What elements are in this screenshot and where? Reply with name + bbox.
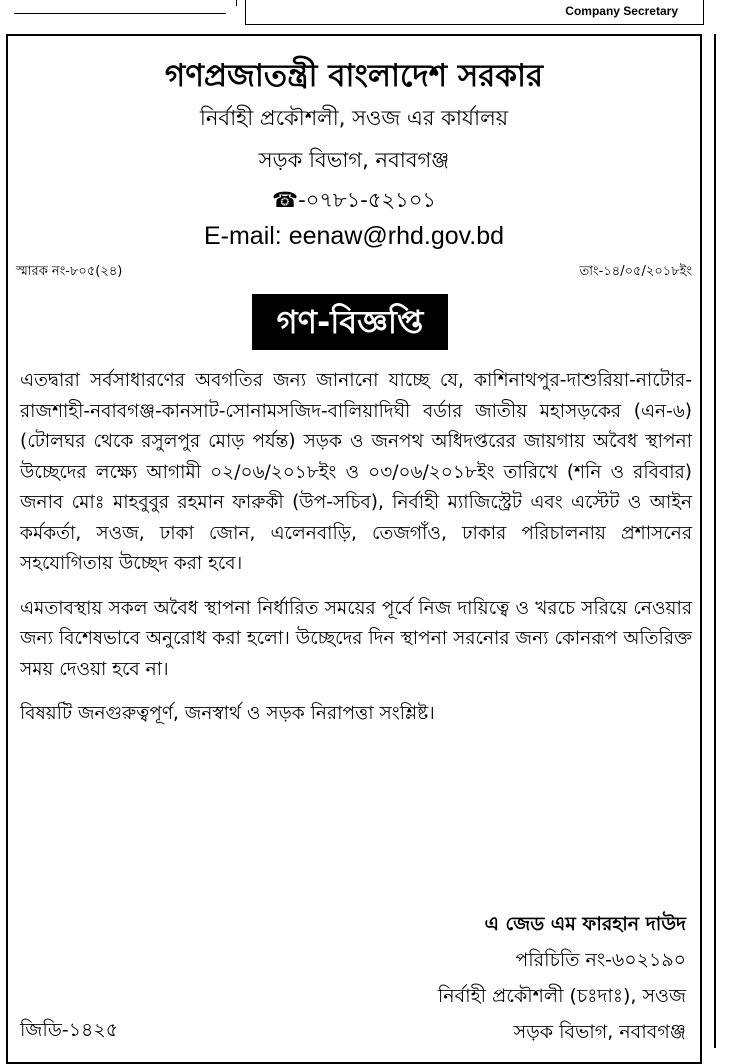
- public-notice: [6, 34, 702, 1064]
- company-secretary-label: Company Secretary: [565, 4, 678, 18]
- top-strip: [0, 0, 730, 28]
- notice-title: গণপ্রজাতন্ত্রী বাংলাদেশ সরকার: [164, 58, 544, 94]
- gd-number: জিডি-১৪২৫: [20, 1019, 119, 1041]
- office-name: নির্বাহী প্রকৌশলী, সওজ এর কার্যালয়: [199, 106, 509, 130]
- email-address: E-mail: eenaw@rhd.gov.bd: [203, 222, 505, 250]
- signatory-id: পরিচিতি নং-৬০২১৯০: [515, 949, 686, 971]
- notice-body: [20, 366, 692, 744]
- signatory-designation: নির্বাহী প্রকৌশলী (চঃদাঃ), সওজ: [437, 985, 686, 1007]
- signatory-name: এ জেড এম ফারহান দাউদ: [484, 913, 686, 935]
- notice-heading: গণ-বিজ্ঞপ্তি: [252, 294, 448, 350]
- division-name: সড়ক বিভাগ, নবাবগঞ্জ: [258, 148, 450, 172]
- column-divider: [714, 34, 716, 1048]
- phone-number: ☎-০৭৮১-৫২১০১: [271, 188, 437, 212]
- memo-number: স্মারক নং-৮০৫(২৪): [16, 264, 123, 279]
- signature-block: [438, 906, 686, 1050]
- top-tick: [236, 0, 237, 6]
- top-divider: [14, 13, 226, 14]
- paragraph: বিষয়টি জনগুরুত্বপূর্ণ, জনস্বার্থ ও সড়ক নিরাপত্তা সংশ্লিষ্ট।: [20, 703, 435, 724]
- signatory-division: সড়ক বিভাগ, নবাবগঞ্জ: [513, 1021, 686, 1043]
- paragraph: এমতাবস্থায় সকল অবৈধ স্থাপনা নির্ধারিত সময়ের পূর্বে নিজ দায়িত্বে ও খরচে সরিয়ে নেওয়ার জন্য বিশেষভাবে অনুরোধ করা হলো। উচ্ছেদের দিন স্থাপনা সরনোর জন্য কোনরূপ অতিরিক্ত সময় দেওয়া হবে না।: [20, 597, 692, 680]
- memo-date: তাং-১৪/০৫/২০১৮ইং: [579, 264, 692, 279]
- paragraph: এতদ্বারা সর্বসাধারণের অবগতির জন্য জানানো যাচ্ছে যে, কাশিনাথপুর-দাশুরিয়া-নাটোর-রাজশাহী-নবাবগঞ্জ-কানসাট-সোনামসজিদ-বালিয়াদিঘী বর্ডার জাতীয় মহাসড়কের (এন-৬) (টোলঘর থেকে রসুলপুর মোড় পর্যন্ত) সড়ক ও জনপথ অধিদপ্তরের জায়গায় অবৈধ স্থাপনা উচ্ছেদের লক্ষ্যে আগামী ০২/০৬/২০১৮ইং ও ০৩/০৬/২০১৮ইং তারিখে (শনি ও রবিবার) জনাব মোঃ মাহবুবুর রহমান ফারুকী (উপ-সচিব), নির্বাহী ম্যাজিস্ট্রেট এবং এস্টেট ও আইন কর্মকর্তা, সওজ, ঢাকা জোন, এলেনবাড়ি, তেজগাঁও, ঢাকার পরিচালনায় প্রশাসনের সহযোগিতায় উচ্ছেদ করা হবে।: [20, 370, 692, 574]
